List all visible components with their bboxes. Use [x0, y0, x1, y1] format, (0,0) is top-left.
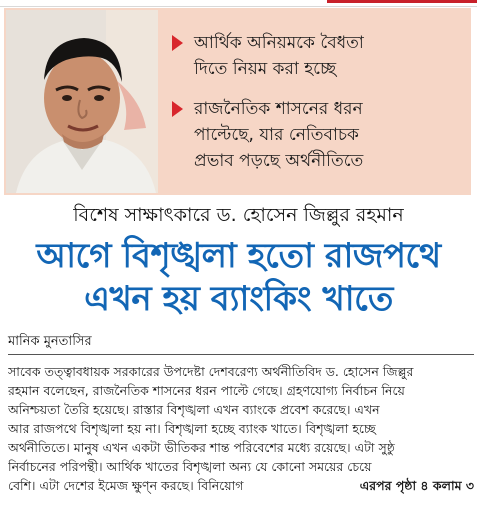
triangle-bullet-icon: [172, 35, 183, 51]
key-point: [166, 30, 466, 82]
key-point-line: দিতে নিয়ম করা হচ্ছে: [194, 59, 337, 79]
continuation-link[interactable]: এরপর পৃষ্ঠা ৪ কলাম ৩: [359, 478, 474, 493]
key-point: [166, 96, 466, 174]
key-point-line: পাল্টেছে, যার নেতিবাচক: [194, 125, 359, 145]
portrait-photo: [6, 10, 158, 193]
body-line: আর রাজপথে বিশৃঙ্খলা হয় না। বিশৃঙ্খলা হচ্ছে ব্যাংক খাতে। বিশৃঙ্খলা হচ্ছে: [8, 421, 376, 436]
key-point-text: [194, 96, 466, 174]
top-rule: [0, 0, 477, 7]
body-line: রহমান বলেছেন, রাজনৈতিক শাসনের ধরন পাল্টে গেছে। গ্রহণযোগ্য নির্বাচন নিয়ে: [8, 383, 405, 398]
top-accent-bar: [327, 0, 477, 3]
body-line: সাবেক তত্ত্বাবধায়ক সরকারের উপদেষ্টা দেশবরেণ্য অর্থনীতিবিদ ড. হোসেন জিল্লুর: [8, 364, 414, 379]
byline: মানিক মুনতাসির: [8, 334, 92, 349]
byline-divider: [8, 354, 474, 355]
key-point-line: প্রভাব পড়ছে অর্থনীতিতে: [194, 151, 364, 171]
key-point-text: [194, 30, 466, 82]
headline: [0, 235, 477, 321]
article-body: [8, 362, 474, 495]
triangle-bullet-icon: [172, 101, 183, 117]
body-line-text: বেশি। এটা দেশের ইমেজ ক্ষুণ্ন করছে। বিনিয়োগ: [8, 478, 244, 493]
key-point-line: রাজনৈতিক শাসনের ধরন: [194, 99, 363, 119]
headline-line: এখন হয় ব্যাংকিং খাতে: [84, 279, 393, 319]
key-point-line: আর্থিক অনিয়মকে বৈধতা: [194, 33, 364, 53]
body-line: অনিশ্চয়তা তৈরি হয়েছে। রাস্তার বিশৃঙ্খলা এখন ব্যাংকে প্রবেশ করেছে। এখন: [8, 402, 380, 417]
headline-line: আগে বিশৃঙ্খলা হতো রাজপথে: [36, 236, 441, 276]
hero-panel: [4, 8, 471, 195]
body-last-line: [8, 476, 474, 495]
key-points: [166, 30, 466, 188]
body-line: অর্থনীতিতে। মানুষ এখন একটা ভীতিকর শান্ত পরিবেশের মধ্যে রয়েছে। এটা সুষ্ঠু: [8, 440, 395, 455]
kicker: বিশেষ সাক্ষাৎকারে ড. হোসেন জিল্লুর রহমান: [73, 204, 404, 226]
body-line: নির্বাচনের পরিপন্থী। আর্থিক খাতের বিশৃঙ্খলা অন্য যে কোনো সময়ের চেয়ে: [8, 459, 372, 474]
